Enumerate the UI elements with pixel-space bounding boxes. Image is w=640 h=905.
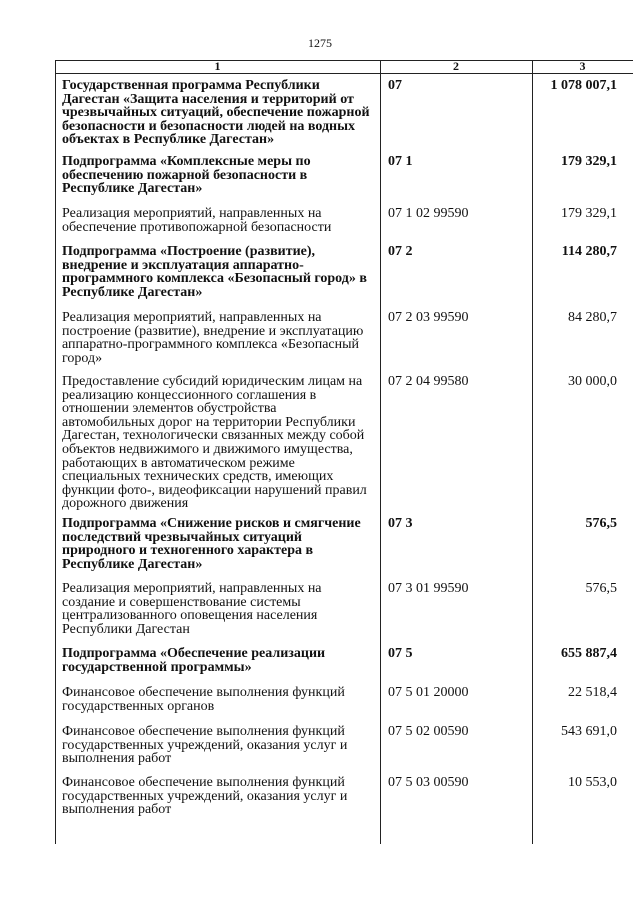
row-name: Финансовое обеспечение выполнения функций государственных органов [62,685,345,714]
row-code: 07 3 01 99590 [388,581,469,596]
row-name: Подпрограмма «Комплексные меры по обеспечению пожарной безопасности в Республике Дагестан» [62,154,311,197]
row-code: 07 5 [388,646,413,661]
row-amount: 576,5 [585,581,617,596]
row-amount: 655 887,4 [561,646,617,661]
column-divider-1 [380,60,381,844]
table-header-rule [55,73,633,74]
row-code: 07 2 03 99590 [388,310,469,325]
row-name: Реализация мероприятий, направленных на обеспечение противопожарной безопасности [62,206,332,235]
row-name: Финансовое обеспечение выполнения функций государственных учреждений, оказания услуг и выполнения работ [62,724,348,767]
row-amount: 543 691,0 [561,724,617,739]
row-code: 07 5 03 00590 [388,775,469,790]
row-amount: 10 553,0 [568,775,617,790]
row-name: Реализация мероприятий, направленных на построение (развитие), внедрение и эксплуатацию аппаратно-программного комплекса «Безопасный город» [62,310,364,366]
row-amount: 179 329,1 [561,154,617,169]
row-amount: 22 518,4 [568,685,617,700]
column-header-3: 3 [579,59,586,73]
row-name: Финансовое обеспечение выполнения функций государственных учреждений, оказания услуг и выполнения работ [62,775,348,818]
row-name: Подпрограмма «Снижение рисков и смягчение последствий чрезвычайных ситуаций природного и техногенного характера в Республике Дагестан» [62,516,361,572]
table-left-rule [55,60,56,844]
column-header-1: 1 [214,59,221,73]
row-code: 07 [388,78,402,93]
row-amount: 114 280,7 [561,244,617,259]
row-amount: 179 329,1 [561,206,617,221]
row-code: 07 2 04 99580 [388,374,469,389]
row-name: Подпрограмма «Обеспечение реализации государственной программы» [62,646,326,675]
row-amount: 30 000,0 [568,374,617,389]
row-code: 07 1 [388,154,413,169]
row-code: 07 3 [388,516,413,531]
row-code: 07 5 02 00590 [388,724,469,739]
column-header-2: 2 [453,59,459,73]
row-name: Государственная программа Республики Дагестан «Защита населения и территорий от чрезвычайных ситуаций, обеспечение пожарной безопасности и безопасности людей на водных объектах в Республике Дагестан» [62,78,370,148]
row-code: 07 2 [388,244,413,259]
row-amount: 1 078 007,1 [550,78,617,93]
page-number: 1275 [308,36,332,50]
row-amount: 84 280,7 [568,310,617,325]
row-name: Подпрограмма «Построение (развитие), внедрение и эксплуатация аппаратно-программного комплекса «Безопасный город» в Республике Дагестан» [62,244,367,300]
row-code: 07 5 01 20000 [388,685,469,700]
row-name: Предоставление субсидий юридическим лицам на реализацию концессионного соглашения в отношении элементов обустройства автомобильных дорог на территории Республики Дагестан, технологически связанных между собой объектов недвижимого и движимого имущества, работающих в автоматическом режиме специальных технических средств, имеющих функции фото-, видеофиксации нарушений правил дорожного движения [62,374,367,512]
row-code: 07 1 02 99590 [388,206,469,221]
row-name: Реализация мероприятий, направленных на создание и совершенствование системы централизованного оповещения населения Республики Дагестан [62,581,322,637]
row-amount: 576,5 [585,516,617,531]
